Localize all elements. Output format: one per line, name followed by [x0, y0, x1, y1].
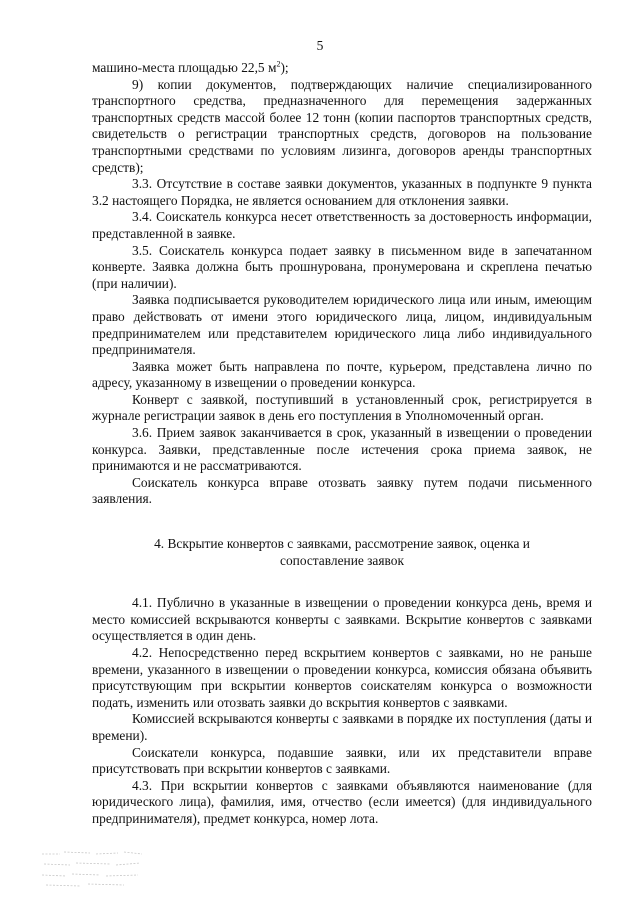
paragraph-text: машино-места площадью 22,5 м	[92, 60, 277, 75]
paragraph: Заявка подписывается руководителем юридического лица или иным, имеющим право действовать от имени этого юридического лица, лицом, индивидуальным предпринимателем или представителем юридического лица либо индивидуального предпринимателя.	[92, 292, 592, 358]
section-heading	[92, 536, 592, 569]
paragraph: 4.3. При вскрытии конвертов с заявками объявляются наименование (для юридического лица), фамилия, имя, отчество (если имеется) (для индивидуального предпринимателя), предмет конкурса, номер лота.	[92, 777, 592, 826]
paragraph: 4.1. Публично в указанные в извещении о проведении конкурса день, время и место комиссией вскрываются конверты с заявками. Вскрытие конвертов с заявками осуществляется в один день.	[92, 595, 592, 644]
paragraph-text: );	[280, 60, 289, 75]
paragraph: Соискатели конкурса, подавшие заявки, или их представители вправе присутствовать при вскрытии конвертов с заявками.	[92, 744, 592, 777]
section-heading-line2: сопоставление заявок	[280, 552, 404, 568]
superscript: 2	[276, 59, 281, 69]
paragraph: Конверт с заявкой, поступивший в установленный срок, регистрируется в журнале регистрации заявок в день его поступления в Уполномоченный орган.	[92, 391, 592, 424]
paragraph: Комиссией вскрываются конверты с заявками в порядке их поступления (даты и времени).	[92, 711, 592, 743]
paragraph: 3.5. Соискатель конкурса подает заявку в письменном виде в запечатанном конверте. Заявка должна быть прошнурована, пронумерована и скреплена печатью (при наличии).	[92, 242, 592, 291]
page-number: 5	[316, 38, 324, 53]
paragraph-parking-area	[92, 60, 592, 77]
paragraph: 3.3. Отсутствие в составе заявки документов, указанных в подпункте 9 пункта 3.2 настоящего Порядка, не является основанием для отклонения заявки.	[92, 176, 592, 208]
paragraph: 3.4. Соискатель конкурса несет ответственность за достоверность информации, представленной в заявке.	[92, 209, 592, 241]
document-body	[92, 60, 592, 828]
paragraph: Заявка может быть направлена по почте, курьером, представлена лично по адресу, указанному в извещении о проведении конкурса.	[92, 358, 592, 391]
paragraph: 3.6. Прием заявок заканчивается в срок, указанный в извещении о проведении конкурса. Заявки, представленные после истечения срока приема заявок, не принимаются и не рассматриваются.	[92, 425, 592, 474]
faded-stamp-mark	[40, 848, 144, 890]
paragraph: 9) копии документов, подтверждающих наличие специализированного транспортного средства, предназначенного для перемещения задержанных транспортных средств массой более 12 тонн (копии паспортов транспортных средств, свидетельств о регистрации транспортных средств, договоров на пользование транспортными средствами по условиям лизинга, договоров аренды транспортных средств);	[92, 76, 592, 175]
paragraph: Соискатель конкурса вправе отозвать заявку путем подачи письменного заявления.	[92, 474, 592, 507]
paragraph: 4.2. Непосредственно перед вскрытием конвертов с заявками, но не раньше времени, указанного в извещении о проведении конкурса, комиссия обязана объявить присутствующим при вскрытии конвертов соискателям конкурса о возможности подать, изменить или отозвать заявки до вскрытия конвертов с заявками.	[92, 645, 592, 710]
section-heading-line1: 4. Вскрытие конвертов с заявками, рассмотрение заявок, оценка и	[154, 536, 530, 552]
